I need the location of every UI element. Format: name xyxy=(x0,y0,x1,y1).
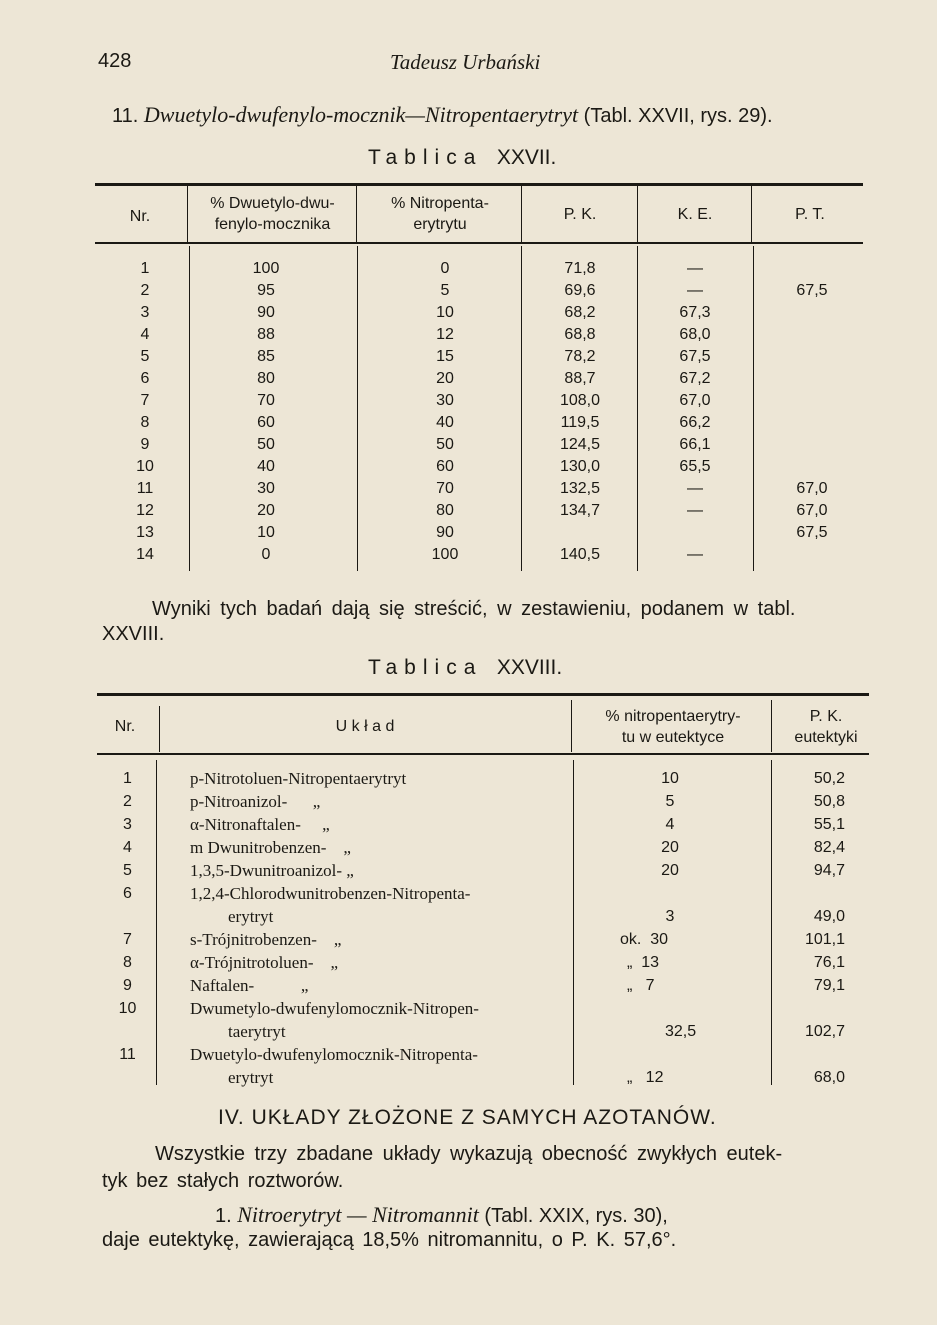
table-cell: 101,1 xyxy=(804,931,845,948)
section-title-text: Dwuetylo-dwufenylo-mocznik—Nitropentaerytryt xyxy=(143,102,579,127)
table-cell: 124,5 xyxy=(559,436,601,453)
table-cell: 6 xyxy=(140,370,150,387)
section-heading: IV. UKŁADY ZŁOŻONE Z SAMYCH AZOTANÓW. xyxy=(218,1106,717,1129)
table-cell: 5 xyxy=(140,348,150,365)
table-cell: 15 xyxy=(436,348,454,365)
table-cell xyxy=(772,346,852,368)
table-cell: 102,7 xyxy=(804,1023,845,1040)
table27-vrule xyxy=(521,186,522,242)
table27-col-dwuetylo-l2: fenylo-mocznika xyxy=(214,216,331,233)
table-cell: „ 12 xyxy=(627,1069,664,1086)
table-cell: 20 xyxy=(257,502,275,519)
paragraph-line xyxy=(215,1202,668,1228)
table-cell: 10 xyxy=(136,458,154,475)
table27-col-ke: K. E. xyxy=(677,206,713,223)
table-cell: 50,8 xyxy=(813,793,845,810)
item-number: 1. xyxy=(215,1205,232,1227)
table-cell: p-Nitrotoluen-Nitropentaerytryt xyxy=(190,769,407,788)
table27-caption xyxy=(368,146,556,170)
table-cell xyxy=(772,302,852,324)
table28-vrule xyxy=(156,760,157,1085)
table-cell: 66,2 xyxy=(679,414,711,431)
table-cell: 12 xyxy=(436,326,454,343)
table-cell: α-Trójnitrotoluen- „ xyxy=(190,953,339,972)
table-cell: 88 xyxy=(257,326,275,343)
table-cell: 71,8 xyxy=(564,260,596,277)
table-cell: 69,6 xyxy=(564,282,596,299)
table-cell: 11 xyxy=(119,1046,136,1063)
table-cell: 68,0 xyxy=(679,326,711,343)
table-cell: 3 xyxy=(123,816,132,833)
section-number: 11. xyxy=(112,105,139,127)
table28-col-pct-l1: % nitropentaerytry- xyxy=(605,708,741,725)
table27-top-rule xyxy=(95,183,863,186)
table-cell xyxy=(772,412,852,434)
table-cell: s-Trójnitrobenzen- „ xyxy=(190,930,342,949)
table28-caption-number: XXVIII. xyxy=(496,656,563,679)
table-cell: 134,7 xyxy=(559,502,601,519)
table-cell: taerytryt xyxy=(228,1022,286,1041)
table-cell: — xyxy=(687,282,703,299)
table27-col-pk: P. K. xyxy=(563,206,597,223)
table-cell: α-Nitronaftalen- „ xyxy=(190,815,330,834)
table27-caption-number: XXVII. xyxy=(496,146,557,169)
table-cell xyxy=(655,522,735,544)
table27-col-pt: P. T. xyxy=(795,206,825,223)
table-cell: p-Nitroanizol- „ xyxy=(190,792,321,811)
table-cell: Naftalen- „ xyxy=(190,976,309,995)
table-cell: 5 xyxy=(440,282,450,299)
table-cell: 50,2 xyxy=(813,770,845,787)
table-cell: 32,5 xyxy=(665,1023,697,1040)
table-cell: 49,0 xyxy=(813,908,845,925)
section-ref: (Tabl. XXVII, rys. 29). xyxy=(583,105,773,127)
table27-pk-column xyxy=(540,258,620,566)
table27-pt-column xyxy=(772,258,852,566)
table-cell: 68,8 xyxy=(564,326,596,343)
table-cell: 8 xyxy=(140,414,150,431)
table27-col-nr: Nr. xyxy=(129,208,151,225)
table-cell: 14 xyxy=(136,546,154,563)
paragraph-line: tyk bez stałych roztworów. xyxy=(102,1170,344,1192)
table-cell: 130,0 xyxy=(559,458,601,475)
table-cell: 10 xyxy=(118,1000,137,1017)
table-cell: 95 xyxy=(257,282,275,299)
table-cell: 67,5 xyxy=(796,524,828,541)
table-cell: 1,3,5-Dwunitroanizol- „ xyxy=(190,861,354,880)
paragraph-line: XXVIII. xyxy=(102,623,165,645)
table-cell: 90 xyxy=(257,304,275,321)
table-cell: 30 xyxy=(257,480,275,497)
table28-top-rule xyxy=(97,693,869,696)
table-cell: 90 xyxy=(436,524,454,541)
table28-caption-word: Tablica xyxy=(368,656,483,679)
table-cell: 10 xyxy=(436,304,454,321)
table-cell: 8 xyxy=(123,954,132,971)
table27-nr-column xyxy=(115,258,175,566)
table-cell: 2 xyxy=(123,793,132,810)
table28-col-nr: Nr. xyxy=(114,718,136,735)
item-ref: (Tabl. XXIX, rys. 30), xyxy=(484,1205,668,1227)
table-cell: 50 xyxy=(257,436,275,453)
table-cell: 132,5 xyxy=(559,480,601,497)
table-cell: 20 xyxy=(436,370,454,387)
table-cell: Dwuetylo-dwufenylomocznik-Nitropenta- xyxy=(190,1045,478,1064)
table-cell: 60 xyxy=(436,458,454,475)
table28-vrule xyxy=(771,760,772,1085)
table-cell: Dwumetylo-dwufenylomocznik-Nitropen- xyxy=(190,999,479,1018)
table-cell: 1 xyxy=(123,770,132,787)
table-cell: 3 xyxy=(665,908,675,925)
table-cell: 100 xyxy=(252,260,280,277)
table27-dwuetylo-column xyxy=(226,258,306,566)
table-cell: 5 xyxy=(123,862,132,879)
table-cell: 1 xyxy=(140,260,150,277)
table-cell: 85 xyxy=(257,348,275,365)
table-cell: 50 xyxy=(436,436,454,453)
table-cell: 66,1 xyxy=(679,436,711,453)
table-cell: erytryt xyxy=(228,1068,274,1087)
table27-vrule xyxy=(357,246,358,571)
table-cell xyxy=(540,522,620,544)
table-cell xyxy=(772,258,852,280)
table-cell: 67,5 xyxy=(679,348,711,365)
paragraph-line: daje eutektykę, zawierającą 18,5% nitromannitu, o P. K. 57,6°. xyxy=(102,1229,677,1251)
table-cell: 78,2 xyxy=(564,348,596,365)
table-cell: 65,5 xyxy=(679,458,711,475)
table27-vrule xyxy=(637,246,638,571)
table27-vrule xyxy=(189,246,190,571)
table-cell: 80 xyxy=(436,502,454,519)
table-cell: 3 xyxy=(140,304,150,321)
table28-vrule xyxy=(573,760,574,1085)
table-cell: 9 xyxy=(140,436,150,453)
paragraph-line: Wyniki tych badań dają się streścić, w zestawieniu, podanem w tabl. xyxy=(152,598,796,620)
table-cell: 67,3 xyxy=(679,304,711,321)
table27-col-dwuetylo xyxy=(190,193,355,235)
table28-vrule xyxy=(771,700,772,752)
table27-vrule xyxy=(637,186,638,242)
table28-vrule xyxy=(159,706,160,752)
table27-col-dwuetylo-l1: % Dwuetylo-dwu- xyxy=(210,195,335,212)
table27-caption-word: Tablica xyxy=(368,146,483,169)
table-cell: 20 xyxy=(661,839,679,856)
table-cell: 2 xyxy=(140,282,150,299)
table-cell: 108,0 xyxy=(559,392,601,409)
table27-ke-column xyxy=(655,258,735,566)
table-cell: 67,0 xyxy=(796,502,828,519)
item-title: Nitroerytryt — Nitromannit xyxy=(237,1202,479,1227)
table-cell xyxy=(772,434,852,456)
table-cell: — xyxy=(687,546,703,563)
paragraph-line: Wszystkie trzy zbadane układy wykazują obecność zwykłych eutek- xyxy=(155,1143,783,1165)
table-cell: ok. 30 xyxy=(620,931,669,948)
table27-vrule xyxy=(753,246,754,571)
table-cell xyxy=(772,544,852,566)
table-cell: — xyxy=(687,260,703,277)
table-cell: 82,4 xyxy=(813,839,845,856)
table-cell: 94,7 xyxy=(813,862,845,879)
table-cell: 100 xyxy=(431,546,459,563)
table-cell xyxy=(772,368,852,390)
table-cell: 67,0 xyxy=(796,480,828,497)
table28-col-pk-l2: eutektyki xyxy=(794,729,858,746)
table-cell: „ 13 xyxy=(627,954,660,971)
page-number: 428 xyxy=(98,50,132,72)
table-cell: 67,0 xyxy=(679,392,711,409)
table28-caption xyxy=(368,656,562,680)
table-cell: 40 xyxy=(436,414,454,431)
table27-col-nitropenta-l2: erytrytu xyxy=(413,216,467,233)
table-cell: 76,1 xyxy=(813,954,845,971)
table-cell: — xyxy=(687,480,703,497)
table27-header-rule xyxy=(95,242,863,244)
table-cell xyxy=(772,324,852,346)
table-cell: 20 xyxy=(661,862,679,879)
table-cell: 1,2,4-Chlorodwunitrobenzen-Nitropenta- xyxy=(190,884,471,903)
table28-col-pk-l1: P. K. xyxy=(809,708,843,725)
table-cell xyxy=(772,390,852,412)
table-cell: 10 xyxy=(257,524,275,541)
table-cell: 4 xyxy=(665,816,675,833)
table27-vrule xyxy=(187,186,188,242)
table28-header-rule xyxy=(97,753,869,755)
table-cell: 70 xyxy=(436,480,454,497)
table27-vrule xyxy=(521,246,522,571)
table-cell: 55,1 xyxy=(813,816,845,833)
table-cell: m Dwunitrobenzen- „ xyxy=(190,838,351,857)
table-cell: 11 xyxy=(136,480,154,497)
table-cell: 79,1 xyxy=(813,977,845,994)
table-cell: 67,5 xyxy=(796,282,828,299)
table27-nitropenta-column xyxy=(405,258,485,566)
table28-vrule xyxy=(571,700,572,752)
table-cell: 0 xyxy=(261,546,271,563)
table28-col-uklad: U k ł a d xyxy=(335,718,395,735)
table27-col-nitropenta xyxy=(360,193,520,235)
table-cell: 4 xyxy=(123,839,132,856)
table-cell: — xyxy=(687,502,703,519)
table28-col-pct xyxy=(578,706,768,748)
table27-vrule xyxy=(356,186,357,242)
table-cell: 9 xyxy=(123,977,132,994)
table-cell: 80 xyxy=(257,370,275,387)
table27-col-nitropenta-l1: % Nitropenta- xyxy=(391,195,489,212)
table-cell: 88,7 xyxy=(564,370,596,387)
running-author: Tadeusz Urbański xyxy=(390,50,541,74)
table-cell: 70 xyxy=(257,392,275,409)
table-cell: 7 xyxy=(140,392,150,409)
table-cell: 6 xyxy=(123,885,132,902)
table-cell: 140,5 xyxy=(559,546,601,563)
table28-col-pct-l2: tu w eutektyce xyxy=(621,729,725,746)
table-cell: 67,2 xyxy=(679,370,711,387)
table27-vrule xyxy=(751,186,752,242)
table-cell: 68,2 xyxy=(564,304,596,321)
table-cell: 30 xyxy=(436,392,454,409)
table-cell: erytryt xyxy=(228,907,274,926)
table-cell: 68,0 xyxy=(813,1069,845,1086)
table-cell: 13 xyxy=(136,524,154,541)
table-cell: 0 xyxy=(440,260,450,277)
table-cell: 7 xyxy=(123,931,132,948)
table-cell: „ 7 xyxy=(627,977,655,994)
table-cell: 5 xyxy=(665,793,675,810)
table-cell: 12 xyxy=(136,502,154,519)
table-cell: 60 xyxy=(257,414,275,431)
table-cell: 10 xyxy=(661,770,679,787)
table-cell: 4 xyxy=(140,326,150,343)
table-cell: 119,5 xyxy=(560,414,600,431)
table-cell: 40 xyxy=(257,458,275,475)
table-cell xyxy=(772,456,852,478)
table28-col-pk xyxy=(776,706,876,748)
section-title xyxy=(112,102,773,128)
